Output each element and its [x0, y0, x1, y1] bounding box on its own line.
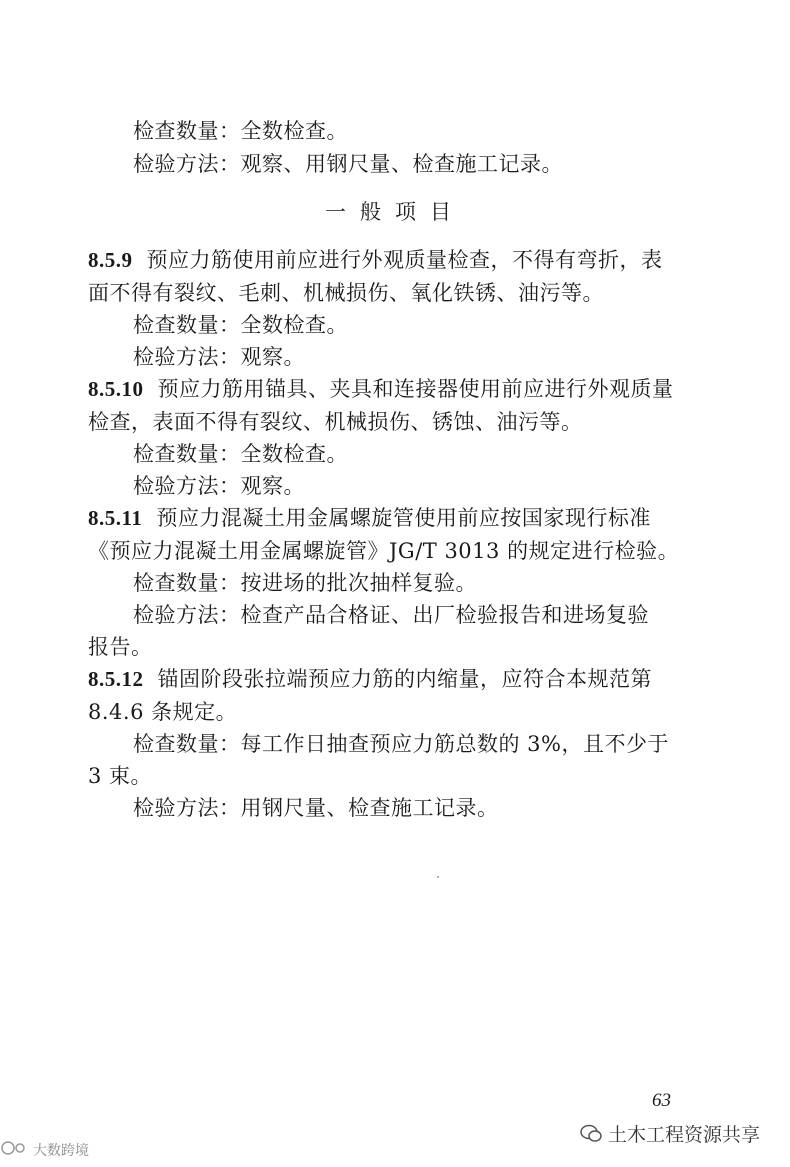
watermark-left — [0, 1140, 89, 1160]
clause-number: 8.5.9 — [88, 248, 133, 272]
text-line: 检查数量：按进场的批次抽样复验。 — [133, 571, 477, 595]
clause-text: 预应力混凝土用金属螺旋管使用前应按国家现行标准 — [156, 506, 651, 530]
section-heading: 一般项目 — [325, 200, 465, 224]
clause-number: 8.5.12 — [88, 667, 144, 691]
text-line: 检查，表面不得有裂纹、机械损伤、锈蚀、油污等。 — [88, 410, 583, 434]
wechat-icon — [580, 1124, 602, 1144]
text-line: 检验方法：观察、用钢尺量、检查施工记录。 — [133, 152, 563, 176]
clause-number: 8.5.10 — [88, 377, 144, 401]
clause-line — [88, 247, 663, 273]
clause-line — [88, 666, 652, 692]
clause-line — [88, 376, 674, 402]
text-line: 检验方法：检查产品合格证、出厂检验报告和进场复验 — [133, 603, 649, 627]
clause-line — [88, 505, 651, 531]
watermark-right — [580, 1120, 760, 1147]
clause-text: 预应力筋使用前应进行外观质量检查，不得有弯折，表 — [146, 248, 663, 272]
text-line: 3 束。 — [88, 764, 153, 788]
text-line: 检查数量：全数检查。 — [133, 119, 348, 143]
clause-text: 预应力筋用锚具、夹具和连接器使用前应进行外观质量 — [157, 377, 674, 401]
text-line: 检查数量：全数检查。 — [133, 313, 348, 337]
watermark-text: 大数跨境 — [33, 1143, 89, 1159]
text-line: 检验方法：观察。 — [133, 474, 305, 498]
text-line: 检验方法：用钢尺量、检查施工记录。 — [133, 796, 499, 820]
text-line: 检查数量：全数检查。 — [133, 442, 348, 466]
watermark-text: 土木工程资源共享 — [608, 1124, 761, 1146]
text-line: 面不得有裂纹、毛刺、机械损伤、氧化铁锈、油污等。 — [88, 281, 604, 305]
brand-logo-icon — [0, 1140, 30, 1160]
text-line: 8.4.6 条规定。 — [88, 700, 238, 724]
text-line: 报告。 — [88, 635, 153, 659]
text-line: 检验方法：观察。 — [133, 345, 305, 369]
page-number: 63 — [652, 1090, 671, 1111]
clause-text: 锚固阶段张拉端预应力筋的内缩量，应符合本规范第 — [157, 667, 652, 691]
text-line: 《预应力混凝土用金属螺旋管》JG/T 3013 的规定进行检验。 — [88, 539, 680, 563]
scan-speck — [437, 876, 439, 878]
clause-number: 8.5.11 — [88, 506, 143, 530]
text-line: 检查数量：每工作日抽查预应力筋总数的 3%，且不少于 — [133, 732, 669, 756]
